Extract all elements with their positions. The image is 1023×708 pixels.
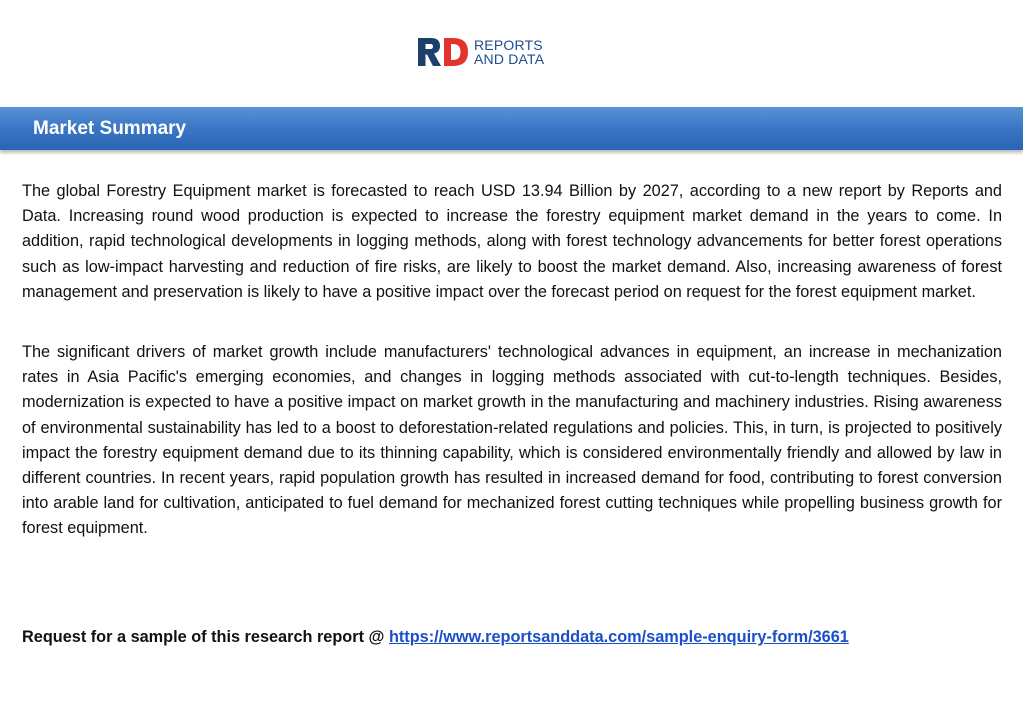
market-summary-body (22, 179, 1002, 542)
sample-request-link[interactable]: https://www.reportsanddata.com/sample-enquiry-form/3661 (388, 628, 849, 646)
sample-request-line (22, 628, 849, 647)
section-banner (0, 107, 1023, 150)
sample-request-label: Request for a sample of this research report @ (22, 628, 389, 646)
summary-paragraph-1: The global Forestry Equipment market is forecasted to reach USD 13.94 Billion by 2027, according to a new report by Reports and Data. Increasing round wood production is expected to increase the forestry equipment market demand in the years to come. In addition, rapid technological developments in logging methods, along with forest technology advancements for better forest operations such as low-impact harvesting and reduction of fire risks, are likely to boost the market demand. Also, increasing awareness of forest management and preservation is likely to have a positive impact over the forecast period on request for the forest equipment market. (22, 182, 1002, 301)
section-title: Market Summary (33, 118, 187, 139)
logo-line-1: REPORTS (474, 37, 543, 53)
reports-and-data-logo (416, 36, 544, 68)
logo-line-2: AND DATA (474, 51, 545, 67)
summary-paragraph-2: The significant drivers of market growth include manufacturers' technological advances in equipment, an increase in mechanization rates in Asia Pacific's emerging economies, and changes in logging methods associated with cut-to-length techniques. Besides, modernization is expected to have a positive impact on market growth in the manufacturing and machinery industries. Rising awareness of environmental sustainability has led to a boost to deforestation-related regulations and policies. This, in turn, is projected to positively impact the forestry equipment demand due to its thinning capability, which is considered environmentally friendly and allowed by law in different countries. In recent years, rapid population growth has resulted in increased demand for food, contributing to forest conversion into arable land for cultivation, anticipated to fuel demand for mechanized forest cutting techniques while propelling business growth for forest equipment. (22, 343, 1002, 538)
logo-wordmark (474, 38, 544, 66)
rd-logo-mark-icon (416, 36, 470, 68)
